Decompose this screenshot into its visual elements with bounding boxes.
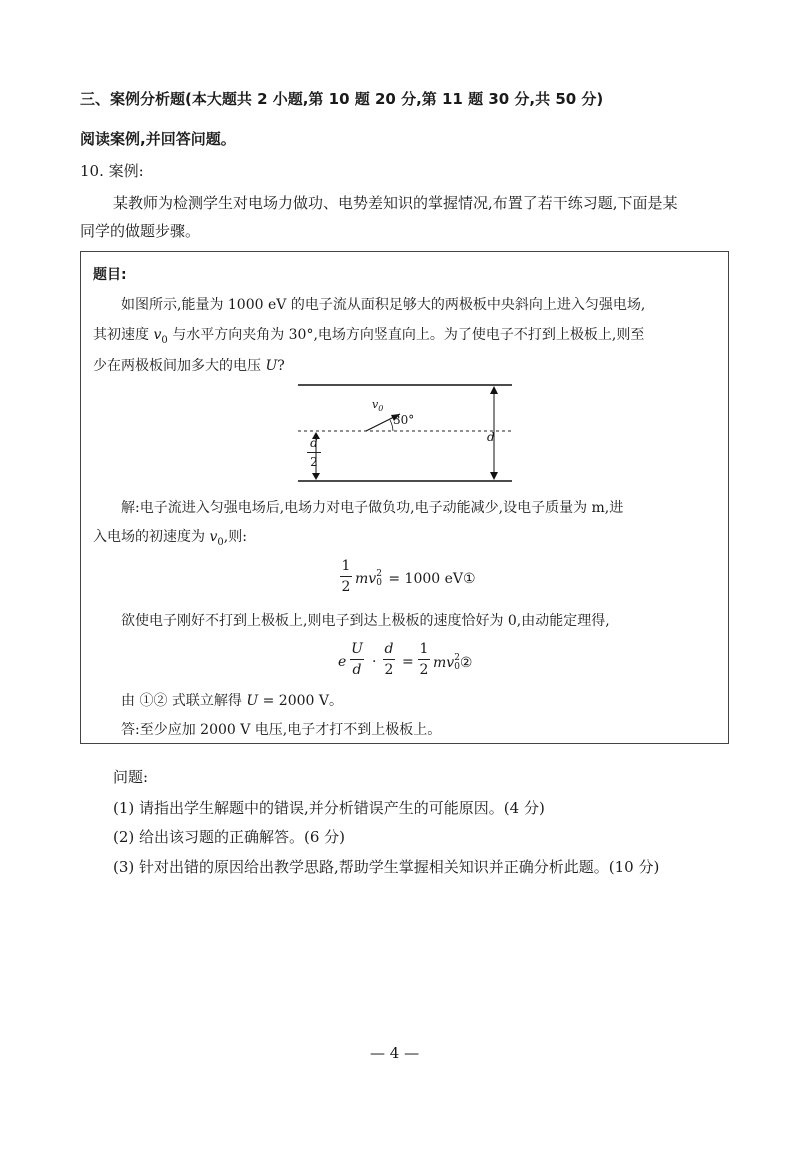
eq2-frac-1-2: 1 2 bbox=[419, 641, 429, 678]
question-intro-line1: 某教师为检测学生对电场力做功、电势差知识的掌握情况,布置了若干练习题,下面是某 bbox=[113, 194, 678, 212]
eq2-equals: = bbox=[402, 654, 414, 670]
eq2-frac-u-d: U d bbox=[351, 641, 363, 678]
question-intro-line2: 同学的做题步骤。 bbox=[80, 222, 201, 240]
solution-line1: 解:电子流进入匀强电场后,电场力对电子做负功,电子动能减少,设电子质量为 m,进 bbox=[121, 500, 624, 516]
velocity-label: $v_0$ bbox=[372, 398, 384, 414]
solution-step2: 欲使电子刚好不打到上极板上,则电子到达上极板的速度恰好为 0,由动能定理得, bbox=[121, 613, 610, 629]
eq2-rhs: mv 2 0 ② bbox=[433, 653, 473, 672]
question-number: 10. 案例: bbox=[80, 162, 144, 180]
half-gap-label: d 2 bbox=[307, 436, 321, 469]
eq2-e: e bbox=[338, 654, 347, 670]
solution-answer: 答:至少应加 2000 V 电压,电子才打不到上极板上。 bbox=[121, 722, 442, 738]
question-2: (2) 给出该习题的正确解答。(6 分) bbox=[113, 828, 346, 846]
equation-1: mv 2 0 = 1000 eV① bbox=[355, 569, 476, 588]
gap-d-label: d bbox=[487, 430, 495, 444]
page-number: — 4 — bbox=[370, 1044, 420, 1062]
question-3: (3) 针对出错的原因给出教学思路,帮助学生掌握相关知识并正确分析此题。(10 分) bbox=[113, 858, 660, 876]
problem-title: 题目: bbox=[93, 267, 127, 283]
section-instruction: 阅读案例,并回答问题。 bbox=[80, 130, 236, 148]
gap-d-arrow-bottom bbox=[490, 472, 498, 480]
solution-result: 由 ①② 式联立解得 U = 2000 V。 bbox=[121, 693, 343, 709]
section-heading: 三、案例分析题(本大题共 2 小题,第 10 题 20 分,第 11 题 30 分,共 50 分) bbox=[80, 90, 604, 108]
problem-text-line2: 其初速度 $v_0$ 与水平方向夹角为 30°,电场方向竖直向上。为了使电子不打到上极板上,则至 bbox=[93, 327, 645, 346]
eq1-fraction: 1 2 bbox=[341, 558, 351, 595]
eq2-frac-d-2: d 2 bbox=[384, 641, 394, 678]
eq2-dot: · bbox=[372, 654, 377, 670]
solution-line2: 入电场的初速度为 $v_0$,则: bbox=[93, 529, 247, 548]
angle-label: 30° bbox=[393, 413, 415, 427]
half-gap-arrow-bottom bbox=[312, 473, 320, 480]
questions-label: 问题: bbox=[113, 768, 149, 786]
problem-text-line1: 如图所示,能量为 1000 eV 的电子流从面积足够大的两极板中央斜向上进入匀强电场, bbox=[121, 297, 646, 313]
problem-text-line3: 少在两极板间加多大的电压 U? bbox=[93, 358, 285, 374]
question-1: (1) 请指出学生解题中的错误,并分析错误产生的可能原因。(4 分) bbox=[113, 799, 545, 817]
gap-d-arrow-top bbox=[490, 386, 498, 394]
